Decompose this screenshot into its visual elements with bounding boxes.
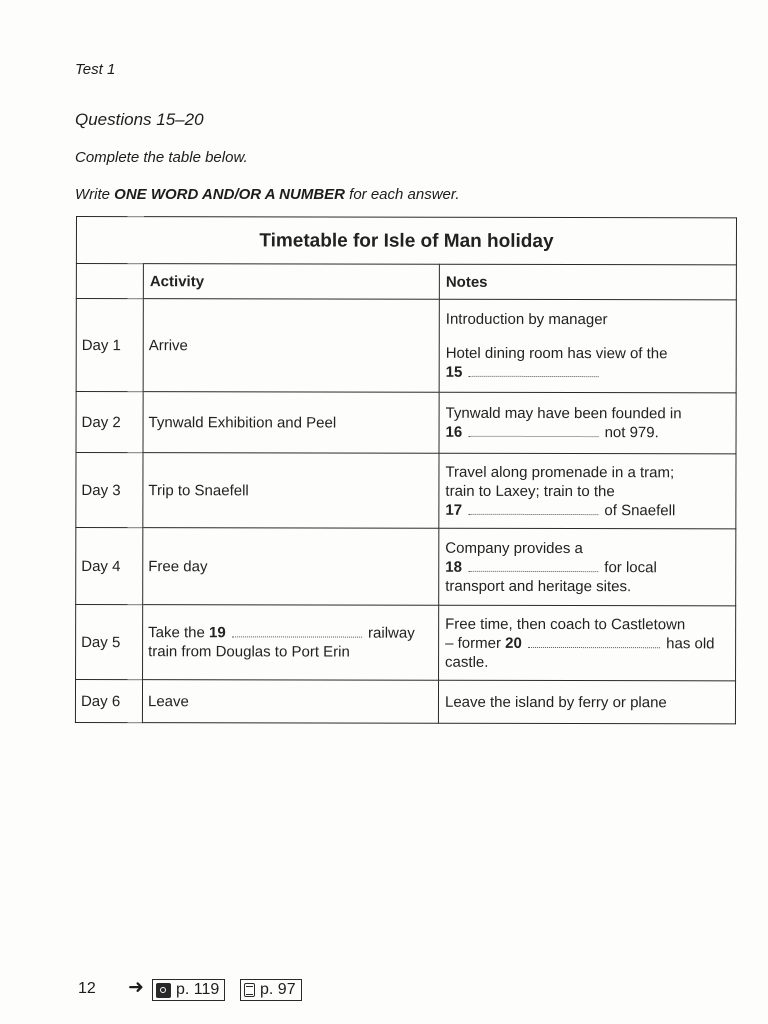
note-text: not 979.	[604, 424, 659, 442]
activity-cell: Tynwald Exhibition and Peel	[143, 392, 439, 454]
column-header-notes: Notes	[439, 264, 736, 300]
notes-page-icon	[244, 983, 255, 997]
activity-cell: Free day	[143, 528, 439, 606]
note-text: of Snaefell	[604, 501, 676, 519]
note-text: – former	[445, 634, 501, 652]
page-number: 12	[78, 980, 96, 997]
note-line: Tynwald may have been founded in	[445, 404, 682, 423]
notes-cell	[439, 453, 736, 529]
notes-cell	[439, 605, 736, 681]
day-cell: Day 5	[76, 605, 143, 680]
notes-page: p. 97	[260, 981, 296, 998]
question-number: 16	[445, 423, 463, 441]
answer-blank[interactable]	[232, 635, 362, 637]
question-number: 20	[505, 634, 522, 652]
activity-cell	[143, 605, 439, 681]
column-header-day	[76, 264, 143, 299]
notes-cell	[439, 392, 736, 454]
instruction-word-limit-bold: ONE WORD AND/OR A NUMBER	[114, 186, 345, 203]
notes-reference[interactable]	[240, 979, 302, 1001]
column-header-activity: Activity	[143, 264, 439, 300]
note-line: Leave the island by ferry or plane	[444, 693, 667, 711]
notes-cell	[438, 680, 735, 724]
instruction-word-limit	[75, 186, 460, 203]
note-line: train to Laxey; train to the	[445, 482, 615, 500]
test-label: Test 1	[75, 61, 116, 78]
activity-text: train from Douglas to Port Erin	[148, 643, 350, 661]
right-arrow-icon: ➜	[128, 977, 144, 998]
note-line: Travel along promenade in a tram;	[445, 463, 675, 481]
activity-cell: Arrive	[143, 299, 439, 393]
answer-blank[interactable]	[528, 645, 660, 647]
activity-cell: Leave	[142, 680, 438, 724]
activity-text: railway	[368, 624, 415, 642]
question-number: 19	[209, 624, 226, 642]
table-row	[76, 605, 736, 681]
answer-blank[interactable]	[468, 512, 598, 514]
answer-key-reference[interactable]	[152, 979, 225, 1001]
notes-cell	[439, 299, 736, 393]
note-line: castle.	[445, 653, 489, 671]
note-line: Company provides a	[445, 539, 583, 557]
day-cell: Day 1	[76, 299, 143, 392]
questions-heading: Questions 15–20	[75, 110, 204, 129]
note-line: Introduction by manager	[445, 310, 608, 329]
activity-text: Take the	[148, 624, 205, 642]
question-number: 17	[445, 501, 463, 519]
notes-cell	[439, 528, 736, 606]
question-number: 15	[445, 363, 463, 381]
activity-cell: Trip to Snaefell	[143, 453, 439, 529]
table-row	[76, 299, 736, 393]
answer-key-page: p. 119	[176, 981, 220, 998]
instruction-complete-table: Complete the table below.	[75, 149, 248, 166]
note-line: Free time, then coach to Castletown	[445, 615, 686, 633]
instruction-prefix: Write	[75, 186, 115, 203]
day-cell: Day 6	[75, 680, 142, 723]
answer-blank[interactable]	[468, 435, 598, 437]
table-row	[76, 528, 736, 606]
note-line: Hotel dining room has view of the	[445, 344, 668, 363]
day-cell: Day 3	[76, 453, 143, 528]
table-title: Timetable for Isle of Man holiday	[76, 217, 736, 265]
day-cell: Day 2	[76, 392, 143, 453]
timetable-table	[75, 216, 737, 724]
note-text: has old	[666, 634, 715, 652]
table-row	[76, 453, 736, 529]
question-number: 18	[445, 558, 462, 576]
day-cell: Day 4	[76, 528, 143, 605]
table-row	[76, 392, 736, 454]
answer-blank[interactable]	[468, 569, 598, 571]
answer-key-icon	[156, 983, 171, 998]
note-text: for local	[604, 558, 657, 576]
instruction-suffix: for each answer.	[345, 186, 460, 203]
table-row	[75, 680, 735, 724]
note-line: transport and heritage sites.	[445, 577, 632, 595]
answer-blank[interactable]	[469, 375, 599, 377]
